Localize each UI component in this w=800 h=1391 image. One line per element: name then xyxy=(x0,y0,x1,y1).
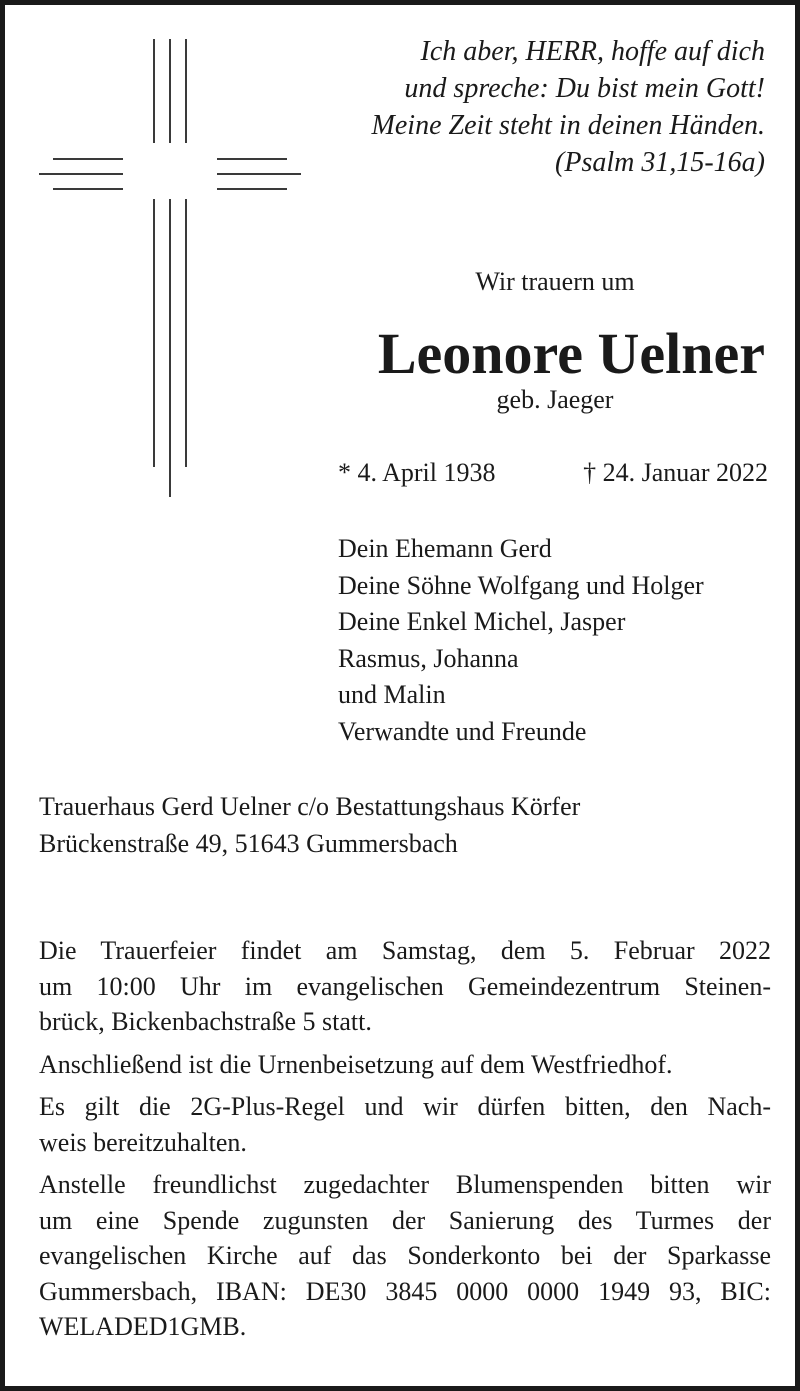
verse-line: und spreche: Du bist mein Gott! xyxy=(404,73,765,104)
info-line: Es gilt die 2G-Plus-Regel und wir dürfen bitten, den Nach- xyxy=(39,1092,771,1121)
mourning-house-address xyxy=(39,789,580,862)
mourner-line: Deine Enkel Michel, Jasper xyxy=(338,607,626,636)
mourning-intro: Wir trauern um xyxy=(475,267,635,296)
mourner-line: Deine Söhne Wolfgang und Holger xyxy=(338,570,704,600)
address-line: Brückenstraße 49, 51643 Gummersbach xyxy=(39,828,458,858)
burial-paragraph xyxy=(39,1047,771,1083)
mourner-line: Verwandte und Freunde xyxy=(338,716,587,746)
info-line: Anstelle freundlichst zugedachter Blumenspenden bitten wir xyxy=(39,1170,771,1199)
info-line: um 10:00 Uhr im evangelischen Gemeindezentrum Steinen- xyxy=(39,971,771,1001)
birth-date: * 4. April 1938 xyxy=(338,458,496,487)
info-line: weis bereitzuhalten. xyxy=(39,1127,247,1157)
deceased-name: Leonore Uelner xyxy=(377,321,765,386)
info-line: WELADED1GMB. xyxy=(39,1312,247,1341)
funeral-information xyxy=(39,933,771,1352)
info-line: um eine Spende zugunsten der Sanierung des Turmes der xyxy=(39,1205,771,1235)
bible-verse xyxy=(305,33,765,181)
cross-icon xyxy=(39,39,301,497)
verse-line: Ich aber, HERR, hoffe auf dich xyxy=(420,36,765,67)
covid-rule-paragraph xyxy=(39,1089,771,1160)
death-date: † 24. Januar 2022 xyxy=(583,458,768,487)
verse-line: Meine Zeit steht in deinen Händen. xyxy=(371,110,765,141)
info-line: Anschließend ist die Urnenbeisetzung auf dem Westfriedhof. xyxy=(39,1049,673,1079)
address-line: Trauerhaus Gerd Uelner c/o Bestattungshaus Körfer xyxy=(39,792,581,821)
info-line: evangelischen Kirche auf das Sonderkonto bei der Sparkasse xyxy=(39,1241,771,1270)
maiden-name: geb. Jaeger xyxy=(496,385,614,414)
donation-paragraph xyxy=(39,1167,771,1345)
verse-source: (Psalm 31,15-16a) xyxy=(555,147,765,178)
info-line: brück, Bickenbachstraße 5 statt. xyxy=(39,1007,372,1036)
ceremony-paragraph xyxy=(39,933,771,1040)
info-line: Die Trauerfeier findet am Samstag, dem 5. Februar 2022 xyxy=(39,936,771,965)
mourners-list xyxy=(338,531,704,750)
mourner-line: Dein Ehemann Gerd xyxy=(338,534,552,563)
life-dates xyxy=(338,458,768,494)
info-line: Gummersbach, IBAN: DE30 3845 0000 0000 1949 93, BIC: xyxy=(39,1276,771,1306)
mourner-line: und Malin xyxy=(338,680,446,709)
mourner-line: Rasmus, Johanna xyxy=(338,643,519,673)
